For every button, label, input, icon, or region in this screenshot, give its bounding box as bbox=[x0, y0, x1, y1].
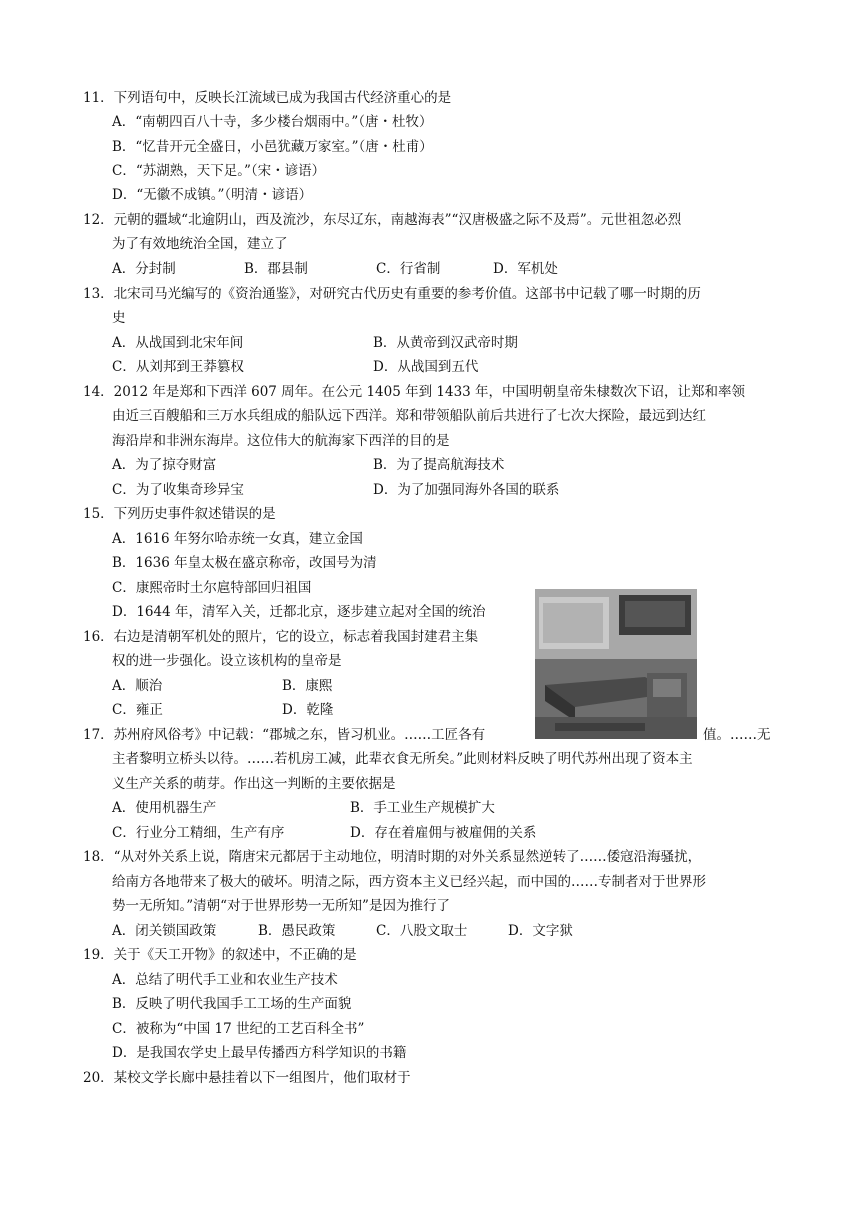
q17-stem-line1-end: 值。……无 bbox=[703, 727, 771, 743]
q19-option-d: D．是我国农学史上最早传播西方科学知识的书籍 bbox=[112, 1045, 407, 1061]
q16-stem-line2: 权的进一步强化。设立该机构的皇帝是 bbox=[112, 653, 342, 669]
q13-stem-line2: 史 bbox=[112, 310, 126, 326]
q14-stem-line3: 海沿岸和非洲东海岸。这位伟大的航海家下西洋的目的是 bbox=[112, 433, 450, 449]
q15-option-d: D．1644 年，清军入关，迁都北京，逐步建立起对全国的统治 bbox=[112, 604, 486, 620]
q19-stem: 19．关于《天工开物》的叙述中，不正确的是 bbox=[83, 947, 357, 963]
q16-option-c: C．雍正 bbox=[112, 702, 163, 718]
q13-option-c: C．从刘邦到王莽篡权 bbox=[112, 359, 244, 375]
q11-stem: 11．下列语句中，反映长江流域已成为我国古代经济重心的是 bbox=[83, 90, 452, 106]
q14-option-b: B．为了提高航海技术 bbox=[373, 457, 505, 473]
q14-option-d: D．为了加强同海外各国的联系 bbox=[373, 482, 560, 498]
q16-option-d: D．乾隆 bbox=[282, 702, 334, 718]
q18-option-d: D．文字狱 bbox=[508, 923, 573, 939]
q17-stem-line1: 17．苏州府风俗考》中记载：“郡城之东，皆习机业。……工匠各有 bbox=[83, 727, 486, 743]
q13-option-d: D．从战国到五代 bbox=[373, 359, 479, 375]
q14-stem-line2: 由近三百艘船和三万水兵组成的船队远下西洋。郑和带领船队前后共进行了七次大探险，最远到达红 bbox=[112, 408, 706, 424]
q15-option-a: A．1616 年努尔哈赤统一女真，建立金国 bbox=[112, 531, 363, 547]
q14-option-a: A．为了掠夺财富 bbox=[112, 457, 217, 473]
q11-option-c: C．“苏湖熟，天下足。”（宋・谚语） bbox=[112, 163, 326, 179]
q16-stem-line1: 16．右边是清朝军机处的照片，它的设立，标志着我国封建君主集 bbox=[83, 629, 479, 645]
q12-option-d: D．军机处 bbox=[493, 261, 558, 277]
q17-option-b: B．手工业生产规模扩大 bbox=[350, 800, 495, 816]
q13-option-a: A．从战国到北宋年间 bbox=[112, 335, 244, 351]
q16-option-a: A．顺治 bbox=[112, 678, 163, 694]
q11-option-b: B．“忆昔开元全盛日，小邑犹藏万家室。”（唐・杜甫） bbox=[112, 139, 433, 155]
q12-option-b: B．郡县制 bbox=[244, 261, 308, 277]
q15-stem: 15．下列历史事件叙述错误的是 bbox=[83, 506, 276, 522]
q15-option-c: C．康熙帝时土尔扈特部回归祖国 bbox=[112, 580, 312, 596]
q14-stem-line1: 14．2012 年是郑和下西洋 607 周年。在公元 1405 年到 1433 年，中国明朝皇帝朱棣数次下诏，让郑和率领 bbox=[83, 384, 746, 400]
q13-option-b: B．从黄帝到汉武帝时期 bbox=[373, 335, 518, 351]
q12-option-c: C．行省制 bbox=[376, 261, 441, 277]
q12-stem-line1: 12．元朝的疆域“北逾阴山，西及流沙，东尽辽东，南越海表”“汉唐极盛之际不及焉”。元世祖忽必烈 bbox=[83, 212, 682, 228]
q19-option-c: C．被称为“中国 17 世纪的工艺百科全书” bbox=[112, 1021, 365, 1037]
q14-option-c: C．为了收集奇珍异宝 bbox=[112, 482, 244, 498]
q17-stem-line3: 义生产关系的萌芽。作出这一判断的主要依据是 bbox=[112, 776, 396, 792]
q11-option-a: A．“南朝四百八十寺，多少楼台烟雨中。”（唐・杜牧） bbox=[112, 114, 433, 130]
q17-option-d: D．存在着雇佣与被雇佣的关系 bbox=[350, 825, 537, 841]
q17-option-c: C．行业分工精细，生产有序 bbox=[112, 825, 285, 841]
q20-stem: 20．某校文学长廊中悬挂着以下一组图片，他们取材于 bbox=[83, 1070, 411, 1086]
q19-option-b: B．反映了明代我国手工工场的生产面貌 bbox=[112, 996, 352, 1012]
q18-stem-line2: 给南方各地带来了极大的破坏。明清之际，西方资本主义已经兴起，而中国的……专制者对于世界形 bbox=[112, 874, 706, 890]
q19-option-a: A．总结了明代手工业和农业生产技术 bbox=[112, 972, 338, 988]
q17-stem-line2: 主者黎明立桥头以待。……若机房工减，此辈衣食无所矣。”此则材料反映了明代苏州出现了资本主 bbox=[112, 751, 693, 767]
grand-council-photo bbox=[535, 589, 697, 739]
q12-option-a: A．分封制 bbox=[112, 261, 176, 277]
q18-option-c: C．八股文取士 bbox=[376, 923, 468, 939]
q18-stem-line1: 18．“从对外关系上说，隋唐宋元都居于主动地位，明清时期的对外关系显然逆转了……倭寇沿海骚扰， bbox=[83, 849, 702, 865]
q16-option-b: B．康熙 bbox=[282, 678, 333, 694]
q17-option-a: A．使用机器生产 bbox=[112, 800, 217, 816]
q13-stem-line1: 13．北宋司马光编写的《资治通鉴》，对研究古代历史有重要的参考价值。这部书中记载了哪一时期的历 bbox=[83, 286, 701, 302]
q15-option-b: B．1636 年皇太极在盛京称帝，改国号为清 bbox=[112, 555, 377, 571]
q18-option-a: A．闭关锁国政策 bbox=[112, 923, 217, 939]
q18-option-b: B．愚民政策 bbox=[258, 923, 336, 939]
q11-option-d: D．“无徽不成镇。”（明清・谚语） bbox=[112, 187, 313, 203]
q18-stem-line3: 势一无所知。”清朝“对于世界形势一无所知”是因为推行了 bbox=[112, 898, 450, 914]
q12-stem-line2: 为了有效地统治全国，建立了 bbox=[112, 236, 288, 252]
